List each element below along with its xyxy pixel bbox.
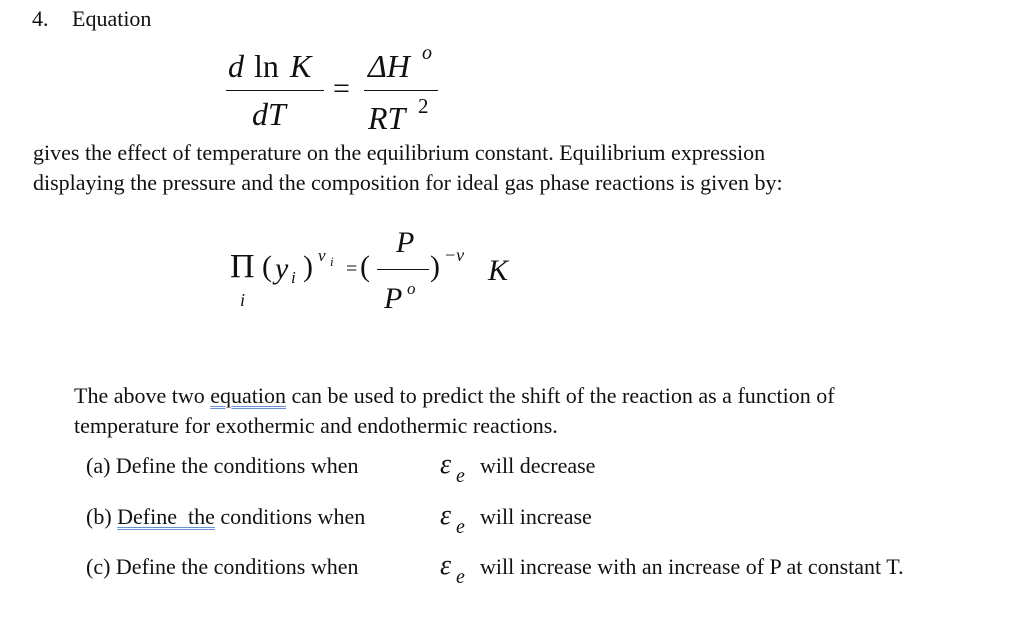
paragraph-2-line-1-post: can be used to predict the shift of the reaction as a function of	[286, 383, 835, 408]
item-c-rest: will increase with an increase of P at constant T.	[480, 554, 904, 579]
question-title: Equation	[72, 6, 152, 31]
paragraph-2-line-1-pre: The above two	[74, 383, 211, 408]
item-c-epsilon-sub: e	[456, 566, 465, 588]
item-a-epsilon-sub: e	[456, 465, 465, 487]
eq1-num-ln: ln	[254, 48, 279, 84]
eq1-den-dt: dT	[252, 96, 286, 132]
eq2-frac-den-sup-o: o	[407, 279, 416, 298]
eq2-fraction-bar	[377, 269, 429, 270]
eq1-num-sup-o: o	[422, 42, 432, 64]
eq1-lhs-fraction-bar	[226, 90, 324, 91]
eq1-rhs-fraction-bar	[364, 90, 438, 91]
eq2-frac-open-paren: (	[360, 250, 370, 283]
paragraph-2-line-1	[74, 383, 835, 409]
item-b-label	[86, 504, 365, 530]
item-c-epsilon: ε	[440, 550, 452, 581]
item-b-epsilon: ε	[440, 500, 452, 531]
eq1-den-sup-2: 2	[418, 94, 429, 118]
item-b-rest: will increase	[480, 504, 592, 529]
item-a-label: (a) Define the conditions when	[86, 453, 359, 478]
paragraph-1-line-2: displaying the pressure and the composition for ideal gas phase reactions is given by:	[33, 170, 783, 195]
eq2-frac-den-p: P	[384, 282, 403, 315]
question-number: 4.	[32, 6, 49, 31]
eq2-frac-close-paren: )	[430, 250, 440, 283]
item-b-label-post: conditions when	[214, 504, 366, 529]
eq2-product-index: i	[240, 290, 246, 310]
eq2-nu-sup: ν	[318, 246, 326, 265]
item-c-label: (c) Define the conditions when	[86, 554, 359, 579]
eq2-open-paren: (	[262, 250, 272, 283]
eq1-num-d: d	[228, 48, 244, 84]
eq1-den-rt: RT	[368, 100, 406, 136]
eq2-close-paren: )	[303, 250, 313, 283]
item-a-rest: will decrease	[480, 453, 596, 478]
paragraph-1-line-1: gives the effect of temperature on the equilibrium constant. Equilibrium expression	[33, 140, 766, 165]
eq1-num-k: K	[290, 48, 312, 84]
eq2-k: K	[488, 254, 509, 287]
paragraph-2-line-2: temperature for exothermic and endothermic reactions.	[74, 413, 558, 438]
eq2-y-sub-i: i	[291, 268, 296, 287]
eq2-nu-sup-sub: i	[330, 254, 334, 269]
spellcheck-phrase-define-the[interactable]: Define the	[117, 504, 215, 529]
eq1-num-delta-h: ΔH	[368, 48, 410, 84]
spellcheck-word-equation[interactable]: equation	[210, 383, 286, 408]
eq2-exponent-neg-nu: −ν	[444, 245, 465, 265]
eq2-equals: =	[346, 258, 358, 280]
eq2-frac-num-p: P	[396, 226, 415, 259]
eq2-y: y	[275, 252, 289, 285]
eq2-product-symbol: Π	[230, 248, 255, 285]
item-b-label-pre: (b)	[86, 504, 118, 529]
item-b-epsilon-sub: e	[456, 516, 465, 538]
item-a-epsilon: ε	[440, 449, 452, 480]
eq1-equals: =	[333, 72, 350, 105]
